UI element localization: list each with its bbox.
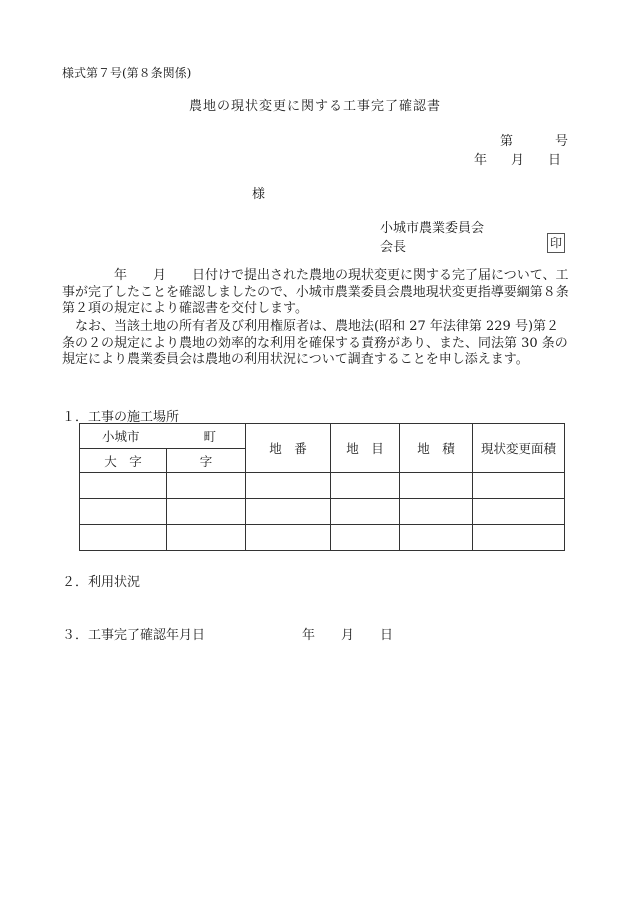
table-cell[interactable] — [473, 499, 565, 525]
completion-day: 日 — [380, 628, 394, 643]
number-dai: 第 — [500, 134, 514, 149]
date-year: 年 — [474, 153, 488, 168]
table-cell[interactable] — [400, 473, 473, 499]
city-town-cell — [80, 424, 246, 449]
table-cell[interactable] — [400, 525, 473, 551]
town-label: 町 — [203, 429, 217, 444]
table-cell[interactable] — [167, 525, 246, 551]
body-paragraph-2: なお、当該土地の所有者及び利用権原者は、農地法(昭和 27 年法律第 229 号)第２条の２の規定により農地の効率的な利用を確保する責務があり、また、同法第 30 条の規定により農業委員会は農地の利用状況について調査することを申し添えます。 — [62, 319, 568, 367]
addressee: 様 — [252, 187, 266, 202]
aza-header: 字 — [167, 449, 246, 473]
para1-text: 日付けで提出された農地の現状変更に関する完了届について、工事が完了したことを確認しましたので、小城市農業委員会農地現状変更指導要綱第８条第２項の規定により確認書を交付します。 — [62, 268, 569, 316]
chimoku-header: 地 目 — [331, 424, 400, 473]
table-cell[interactable] — [331, 499, 400, 525]
table-cell[interactable] — [246, 499, 331, 525]
issuer-title: 会長 — [380, 240, 407, 255]
section-2-label: ２．利用状況 — [62, 575, 141, 590]
table-cell[interactable] — [473, 525, 565, 551]
date-month: 月 — [511, 153, 525, 168]
table-cell[interactable] — [331, 525, 400, 551]
table-row — [80, 473, 565, 499]
construction-location-table — [79, 423, 565, 551]
completion-date — [302, 624, 393, 643]
para1-year: 年 — [114, 268, 128, 283]
completion-month: 月 — [341, 628, 355, 643]
document-number-line — [500, 130, 568, 149]
table-row — [80, 499, 565, 525]
issue-date-line — [474, 149, 561, 168]
section-3-label: ３．工事完了確認年月日 — [62, 628, 206, 643]
city-label: 小城市 — [102, 429, 140, 444]
seal-box: 印 — [547, 233, 565, 253]
menseki-header: 現状変更面積 — [473, 424, 565, 473]
table-cell[interactable] — [80, 525, 167, 551]
table-cell[interactable] — [80, 473, 167, 499]
table-cell[interactable] — [400, 499, 473, 525]
table-cell[interactable] — [246, 473, 331, 499]
table-cell[interactable] — [167, 473, 246, 499]
chiban-header: 地 番 — [246, 424, 331, 473]
document-title: 農地の現状変更に関する工事完了確認書 — [188, 99, 441, 114]
section-1-label: １．工事の施工場所 — [62, 410, 180, 425]
date-day: 日 — [548, 153, 562, 168]
oaza-header: 大 字 — [80, 449, 167, 473]
completion-year: 年 — [302, 628, 316, 643]
table-cell[interactable] — [167, 499, 246, 525]
table-cell[interactable] — [473, 473, 565, 499]
para1-month: 月 — [153, 268, 167, 283]
table-row — [80, 525, 565, 551]
issuer-organization: 小城市農業委員会 — [380, 221, 485, 236]
body-paragraph-1 — [62, 268, 572, 318]
form-number: 様式第７号(第８条関係) — [62, 66, 192, 80]
number-go: 号 — [555, 134, 569, 149]
table-cell[interactable] — [331, 473, 400, 499]
table-cell[interactable] — [246, 525, 331, 551]
table-cell[interactable] — [80, 499, 167, 525]
chiseki-header: 地 積 — [400, 424, 473, 473]
